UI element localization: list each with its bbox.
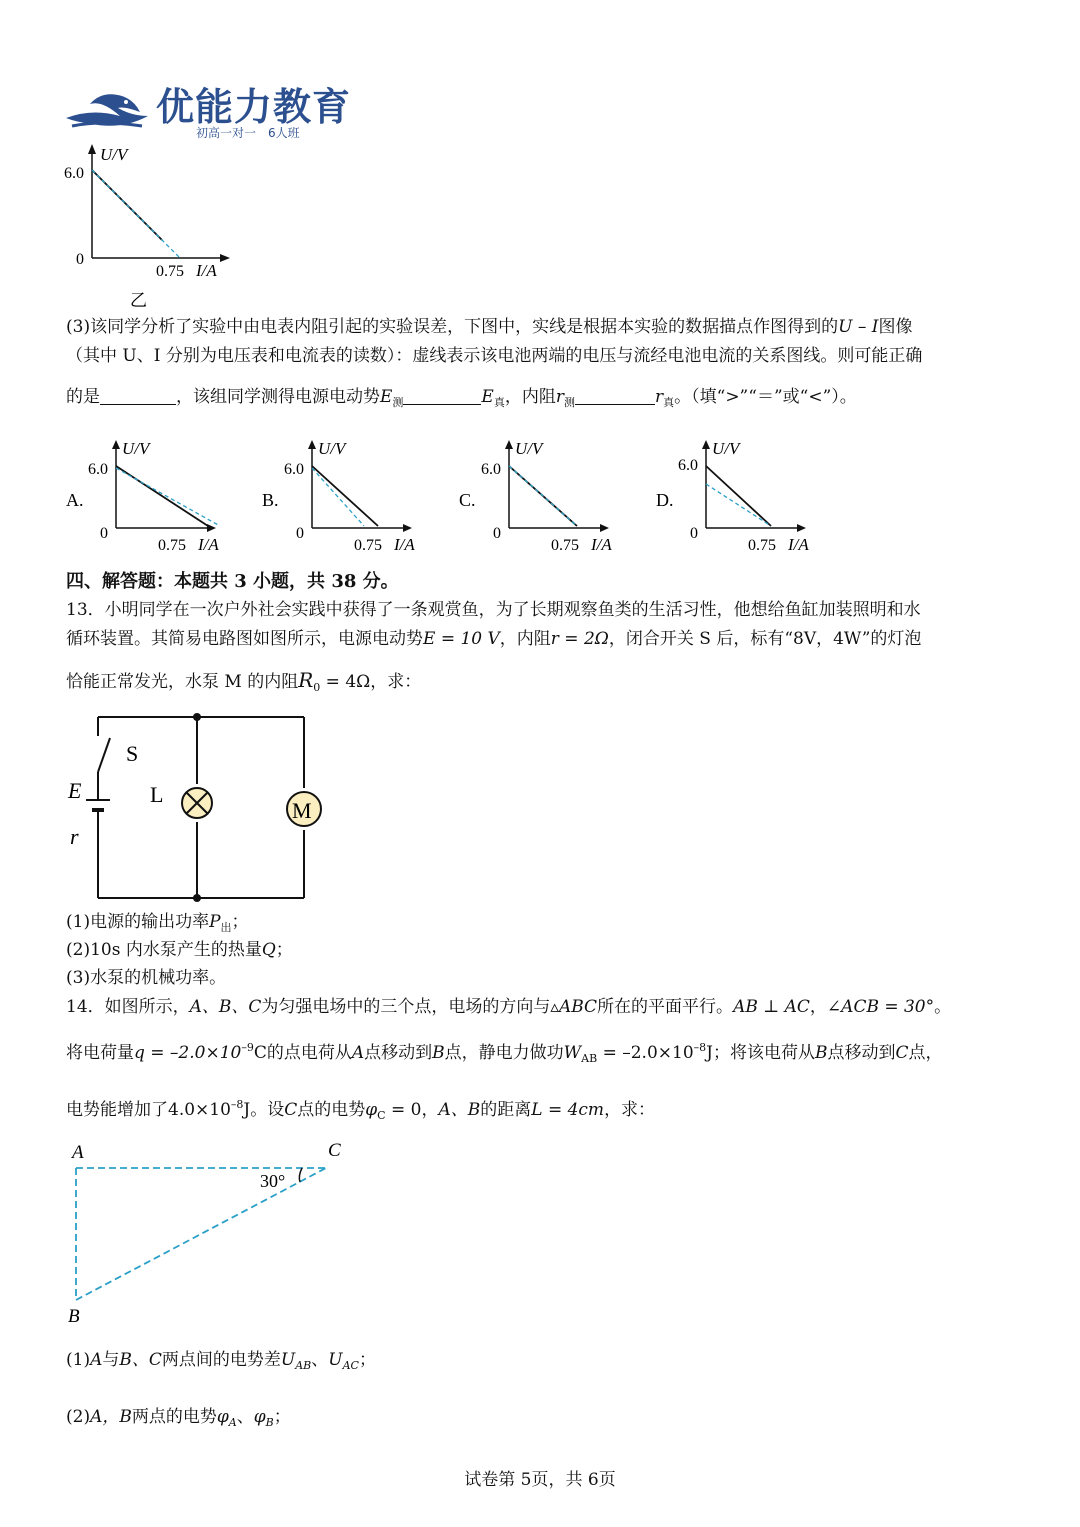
option-y-tick: 6.0 bbox=[481, 461, 501, 478]
option-graph-a[interactable] bbox=[60, 434, 240, 558]
triangle-diagram bbox=[62, 1136, 362, 1326]
q13-sub-3: (3)水泵的机械功率。 bbox=[66, 968, 227, 988]
lamp-label: L bbox=[150, 782, 164, 807]
q3-line-2: （其中 U、I 分别为电压表和电流表的读数）：虚线表示该电池两端的电压与流经电池电流的关系图线。则可能正确 bbox=[66, 346, 923, 366]
option-y-axis: U/V bbox=[318, 439, 346, 458]
dashed-line bbox=[116, 468, 220, 526]
lamp-icon bbox=[182, 788, 212, 818]
q13-line-3: 恰能正常发光，水泵 M 的内阻$R_0 = 4\Omega$，求： bbox=[66, 668, 422, 694]
option-x-tick: 0.75 bbox=[748, 537, 776, 554]
switch-label: S bbox=[126, 741, 139, 766]
triangle-label-b: B bbox=[68, 1306, 80, 1326]
option-label: A. bbox=[66, 490, 84, 510]
q13-line-2: 循环装置。其简易电路图如图所示，电源电动势E = 10 V，内阻r = 2Ω，闭合开关 S 后，标有“8V，4W”的灯泡 bbox=[66, 629, 922, 649]
page-footer: 试卷第 5页，共 6页 bbox=[464, 1470, 616, 1490]
option-y-axis: U/V bbox=[122, 439, 150, 458]
option-graph-c[interactable] bbox=[453, 434, 633, 558]
option-graph-d[interactable] bbox=[650, 434, 830, 558]
q13-line-1: 13．小明同学在一次户外社会实践中获得了一条观赏鱼，为了长期观察鱼类的生活习性，他想给鱼缸加装照明和水 bbox=[66, 600, 921, 620]
triangle-label-c: C bbox=[328, 1140, 341, 1161]
option-x-tick: 0.75 bbox=[551, 537, 579, 554]
q14-line-2: 将电荷量$q = -2.0\times 10^{-9}C$的点电荷从A点移动到B点，静电力做功$W_{AB} = -2.0\times 10^{-8}J$；将该电荷从B点移动到C点， bbox=[66, 1041, 943, 1065]
solid-line bbox=[706, 466, 771, 526]
option-x-axis: I/A bbox=[788, 535, 809, 554]
logo-name: 优能力教育 bbox=[156, 85, 352, 129]
option-origin: 0 bbox=[690, 525, 698, 542]
option-y-axis: U/V bbox=[712, 439, 740, 458]
option-origin: 0 bbox=[296, 525, 304, 542]
option-label: D. bbox=[656, 490, 674, 510]
logo-slogan: 初高一对一 6人班 bbox=[196, 126, 300, 140]
q3-resistance-blank[interactable] bbox=[575, 386, 655, 405]
option-origin: 0 bbox=[493, 525, 501, 542]
option-y-axis: U/V bbox=[515, 439, 543, 458]
q3-emf-blank[interactable] bbox=[403, 386, 481, 405]
solid-line bbox=[312, 466, 378, 526]
option-origin: 0 bbox=[100, 525, 108, 542]
graph-yi bbox=[60, 140, 240, 310]
circuit-diagram bbox=[62, 708, 342, 908]
option-y-tick: 6.0 bbox=[88, 461, 108, 478]
section-4-title: 四、解答题：本题共 3 小题，共 38 分。 bbox=[66, 571, 399, 592]
graph-yi-x-tick: 0.75 bbox=[156, 263, 184, 280]
q14-line-3: 电势能增加了$4.0\times 10^{-8}J$。设C点的电势$\varphi_C = 0$，A、B的距离L = 4cm，求： bbox=[66, 1098, 656, 1122]
graph-yi-x-axis: I/A bbox=[196, 261, 217, 280]
option-y-tick: 6.0 bbox=[284, 461, 304, 478]
graph-yi-y-axis: U/V bbox=[100, 145, 128, 164]
option-label: C. bbox=[459, 490, 476, 510]
option-x-tick: 0.75 bbox=[354, 537, 382, 554]
option-label: B. bbox=[262, 490, 279, 510]
option-x-tick: 0.75 bbox=[158, 537, 186, 554]
option-y-tick: 6.0 bbox=[678, 457, 698, 474]
q13-sub-1: (1)电源的输出功率$P_出$； bbox=[66, 912, 249, 934]
q14-sub-1: (1)A与B、C两点间的电势差$U_{AB}$、$U_{AC}$； bbox=[66, 1350, 376, 1372]
logo-bird-icon bbox=[62, 82, 154, 132]
triangle-label-a: A bbox=[72, 1142, 84, 1163]
logo bbox=[62, 74, 362, 144]
options-row bbox=[60, 434, 840, 558]
graph-yi-y-tick: 6.0 bbox=[64, 165, 84, 182]
triangle-angle-label: 30° bbox=[260, 1171, 286, 1191]
q3-line-1: (3)该同学分析了实验中由电表内阻引起的实验误差，下图中，实线是根据本实验的数据描点作图得到的U – I图像 bbox=[66, 317, 913, 337]
dashed-line bbox=[312, 468, 364, 526]
q14-line-1: 14．如图所示，A、B、C为匀强电场中的三个点，电场的方向与▵ABC所在的平面平行。AB ⊥ AC，∠ACB = 30°。 bbox=[66, 997, 952, 1017]
dashed-line bbox=[706, 484, 771, 526]
q3-answer-blank[interactable] bbox=[100, 386, 176, 405]
option-x-axis: I/A bbox=[394, 535, 415, 554]
q14-sub-2: (2)A，B两点的电势$\varphi_A$、$\varphi_B$； bbox=[66, 1407, 291, 1429]
graph-yi-origin: 0 bbox=[76, 251, 84, 268]
option-x-axis: I/A bbox=[198, 535, 219, 554]
q3-line-3: 的是 ，该组同学测得电源电动势$E_测$ $E_真$，内阻$r_测$ $r_真$。（填“>”“＝”或“<”）。 bbox=[66, 387, 857, 409]
option-x-axis: I/A bbox=[591, 535, 612, 554]
resistance-label: r bbox=[70, 824, 79, 849]
emf-label: E bbox=[68, 778, 82, 803]
q13-sub-2: (2)10s 内水泵产生的热量Q； bbox=[66, 940, 293, 960]
option-graph-b[interactable] bbox=[256, 434, 436, 558]
graph-yi-caption: 乙 bbox=[130, 291, 147, 310]
motor-label: M bbox=[292, 798, 312, 823]
